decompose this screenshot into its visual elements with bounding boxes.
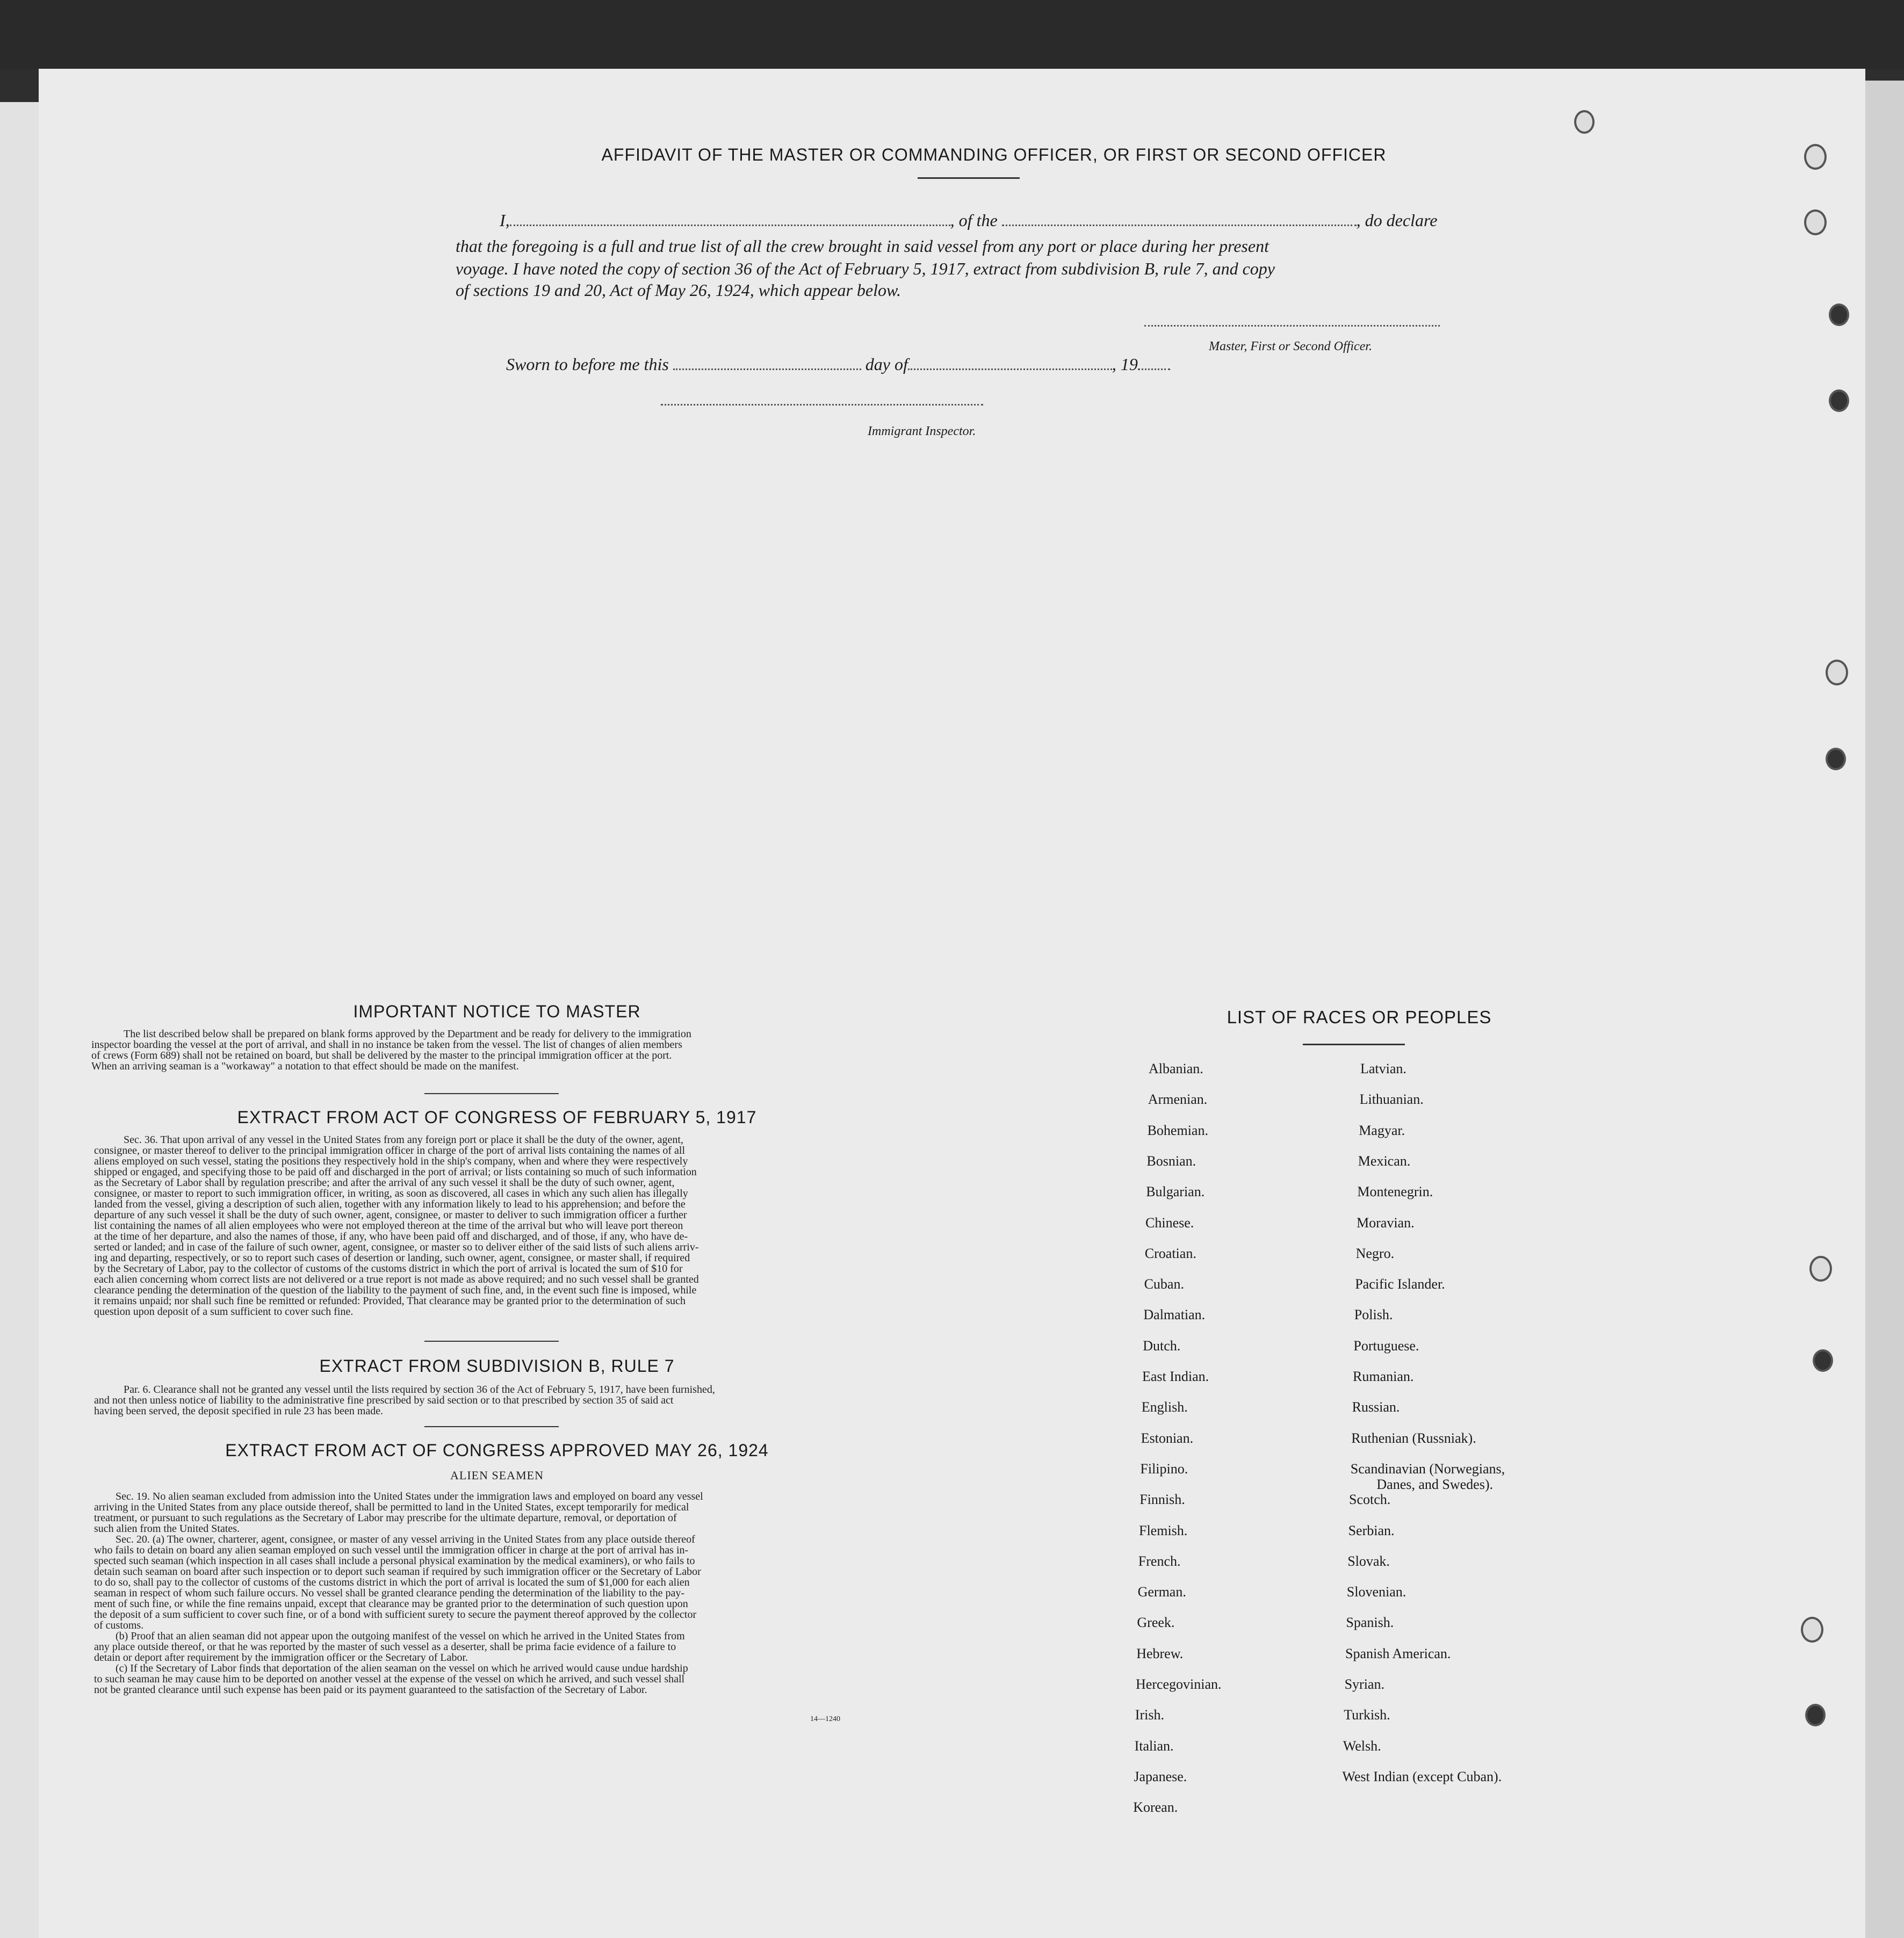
race-item: Scandinavian (Norwegians, bbox=[1350, 1460, 1505, 1477]
extract-line: detain or deport after requirement by the immigration officer or the Secretary of Labor. bbox=[94, 1652, 468, 1664]
extract-line: Sec. 36. That upon arrival of any vessel in the United States from any foreign port or place it shall be the duty of the owner, agent, bbox=[124, 1134, 683, 1146]
master-label: Master, First or Second Officer. bbox=[1209, 339, 1372, 353]
extract-line: who fails to detain on board any alien seaman employed on such vessel until the immigration officer in charge at the port of arrival has in- bbox=[94, 1544, 689, 1556]
sworn-day-field[interactable] bbox=[673, 368, 861, 370]
extract-line: to do so, shall pay to the collector of customs of the customs district in which the port of arrival is located the sum of $1,000 for each alien bbox=[94, 1577, 690, 1588]
race-item: Slovak. bbox=[1347, 1553, 1390, 1569]
scan-background bbox=[0, 0, 1904, 70]
race-item: Dutch. bbox=[1143, 1337, 1181, 1354]
race-item: Bosnian. bbox=[1146, 1153, 1196, 1169]
extract-line: to such seaman he may cause him to be deported on another vessel at the expense of the vessel on which he arrived, and such vessel shall bbox=[94, 1673, 685, 1685]
divider bbox=[424, 1341, 559, 1342]
race-item: West Indian (except Cuban). bbox=[1342, 1768, 1502, 1784]
notice-line: When an arriving seaman is a "workaway" a notation to that effect should be made on the manifest. bbox=[91, 1060, 519, 1072]
race-item: Flemish. bbox=[1139, 1522, 1188, 1538]
race-item: Filipino. bbox=[1140, 1460, 1188, 1477]
race-item: German. bbox=[1137, 1584, 1186, 1600]
extract-line: seaman in respect of whom such failure occurs. No vessel shall be granted clearance pending the determination of the liability to the pay- bbox=[94, 1587, 685, 1599]
race-item: Scotch. bbox=[1349, 1492, 1391, 1508]
extract-1917-body bbox=[94, 1134, 889, 1317]
extract-line: arriving in the United States from any place outside thereof, shall be permitted to land in the United States, except temporarily for medical bbox=[94, 1501, 689, 1513]
extract-1924-body bbox=[94, 1491, 889, 1695]
inspector-signature-field[interactable] bbox=[661, 404, 983, 406]
binder-hole-icon bbox=[1804, 144, 1827, 170]
affidavit-line-1 bbox=[500, 211, 1477, 230]
extract-line: Par. 6. Clearance shall not be granted any vessel until the lists required by section 36 of the Act of February 5, 1917, have been furnished, bbox=[124, 1384, 715, 1395]
binder-hole-icon bbox=[1804, 209, 1827, 235]
race-item: Spanish. bbox=[1346, 1615, 1394, 1631]
extract-line: at the time of her departure, and also the names of those, if any, who have been paid off and discharged, and of those, if any, who have de- bbox=[94, 1231, 688, 1242]
extract-line: ment of such fine, or while the fine remains unpaid, except that clearance may be granted prior to the determination of such question upon bbox=[94, 1598, 688, 1610]
race-item: East Indian. bbox=[1142, 1369, 1209, 1384]
vessel-field[interactable] bbox=[1002, 225, 1357, 226]
extract-line: any place outside thereof, or that he was reported by the master of such vessel as a deserter, shall be prima facie evidence of a failure to bbox=[94, 1641, 676, 1653]
race-item: Albanian. bbox=[1149, 1061, 1203, 1076]
name-field[interactable] bbox=[510, 225, 950, 226]
binder-hole-icon bbox=[1829, 389, 1849, 412]
extract-line: the deposit of a sum sufficient to cover such fine, or of a bond with sufficient surety to secure the payment thereof approved by the collector bbox=[94, 1609, 697, 1621]
year-text: , 19 bbox=[1112, 355, 1138, 374]
race-item: Moravian. bbox=[1357, 1214, 1415, 1231]
affidavit-of-the: , of the bbox=[950, 211, 998, 230]
underlying-page-right bbox=[1865, 81, 1904, 1938]
race-item: Welsh. bbox=[1343, 1738, 1381, 1754]
extract-line: it remains unpaid; nor shall such fine be remitted or refunded: Provided, That clearance may be granted prior to the determination of such bbox=[94, 1295, 686, 1307]
extract-line: consignee, or master to report to such immigration officer, in writing, as soon as discovered, all cases in which any such alien has illegally bbox=[94, 1188, 688, 1199]
inspector-label: Immigrant Inspector. bbox=[868, 424, 976, 438]
extract-line: consignee, or master thereof to deliver to the principal immigration officer in charge of the port of arrival lists containing the names of all bbox=[94, 1145, 686, 1156]
races-title: LIST OF RACES OR PEOPLES bbox=[1227, 1007, 1492, 1027]
affidavit-line-2: that the foregoing is a full and true list of all the crew brought in said vessel from any port or place during her present bbox=[456, 236, 1269, 256]
form-number: 14—1240 bbox=[810, 1715, 840, 1723]
sworn-month-field[interactable] bbox=[908, 368, 1112, 370]
race-item: Syrian. bbox=[1344, 1676, 1384, 1692]
race-item: Dalmatian. bbox=[1143, 1307, 1206, 1323]
race-item: Croatian. bbox=[1144, 1245, 1196, 1261]
extract-rule7-body bbox=[94, 1384, 889, 1416]
extract-line: as the Secretary of Labor shall by regulation prescribe; and after the arrival of any such vessel it shall be the duty of such owner, agent, bbox=[94, 1177, 675, 1189]
extract-line: having been served, the deposit specified in rule 23 has been made. bbox=[94, 1405, 384, 1417]
race-item: Japanese. bbox=[1134, 1768, 1187, 1784]
extract-line: list containing the names of all alien employees who were not employed thereon at the time of the arrival but who will leave port thereon bbox=[94, 1220, 683, 1232]
divider bbox=[1303, 1044, 1405, 1045]
extract-line: not be granted clearance until such expense has been paid or its payment guaranteed to the satisfaction of the Secretary of Labor. bbox=[94, 1684, 647, 1696]
affidavit-line-4: of sections 19 and 20, Act of May 26, 1924, which appear below. bbox=[456, 280, 901, 300]
race-item: Bulgarian. bbox=[1146, 1184, 1205, 1200]
race-item: Chinese. bbox=[1145, 1214, 1194, 1231]
extract-rule7-title: EXTRACT FROM SUBDIVISION B, RULE 7 bbox=[319, 1356, 675, 1376]
race-item: Lithuanian. bbox=[1359, 1091, 1424, 1108]
extract-line: and not then unless notice of liability to the administrative fine prescribed by said section or to that prescribed by section 35 of said act bbox=[94, 1394, 674, 1406]
extract-1924-subtitle: ALIEN SEAMEN bbox=[450, 1469, 544, 1482]
race-item: Pacific Islander. bbox=[1355, 1276, 1445, 1292]
notice-line: The list described below shall be prepared on blank forms approved by the Department and be ready for delivery to the immigration bbox=[124, 1028, 691, 1040]
notice-line: of crews (Form 689) shall not be retained on board, but shall be delivered by the master to the principal immigration officer at the port. bbox=[91, 1050, 672, 1061]
race-item: Cuban. bbox=[1144, 1276, 1184, 1292]
extract-line: such alien from the United States. bbox=[94, 1523, 240, 1535]
race-item: Polish. bbox=[1354, 1307, 1393, 1323]
notice-body bbox=[91, 1029, 889, 1072]
extract-line: detain such seaman on board after such inspection or to deport such seaman if required by such immigration officer or the Secretary of Labor bbox=[94, 1566, 701, 1578]
race-item: Hebrew. bbox=[1136, 1645, 1184, 1661]
race-item: Spanish American. bbox=[1345, 1645, 1451, 1661]
race-item: Russian. bbox=[1352, 1399, 1400, 1415]
divider bbox=[424, 1093, 559, 1094]
race-item: Greek. bbox=[1137, 1615, 1175, 1631]
binder-hole-icon bbox=[1826, 748, 1846, 770]
extract-line: Sec. 19. No alien seaman excluded from admission into the United States under the immigration laws and employed on board any vessel bbox=[116, 1491, 703, 1502]
race-item: Portuguese. bbox=[1353, 1337, 1419, 1354]
race-item: Magyar. bbox=[1359, 1122, 1405, 1138]
race-item: Armenian. bbox=[1148, 1091, 1208, 1108]
extract-1924-title: EXTRACT FROM ACT OF CONGRESS APPROVED MAY 26, 1924 bbox=[225, 1441, 769, 1460]
race-item: Mexican. bbox=[1358, 1153, 1411, 1169]
race-item: Estonian. bbox=[1141, 1430, 1194, 1446]
race-item: Ruthenian (Russniak). bbox=[1351, 1430, 1476, 1446]
race-item: English. bbox=[1141, 1399, 1188, 1415]
race-item: Korean. bbox=[1133, 1799, 1178, 1816]
extract-line: question upon deposit of a sum sufficient to cover such fine. bbox=[94, 1306, 354, 1318]
race-item: Negro. bbox=[1355, 1245, 1395, 1261]
divider bbox=[424, 1426, 559, 1427]
master-signature-field[interactable] bbox=[1144, 325, 1440, 327]
binder-hole-icon bbox=[1813, 1349, 1833, 1372]
underlying-page-left bbox=[0, 102, 39, 1938]
extract-line: departure of any such vessel it shall be the duty of such owner, agent, consignee, or master to deliver to such immigration officer a further bbox=[94, 1209, 687, 1221]
extract-line: landed from the vessel, giving a description of such alien, together with any information likely to lead to his apprehension; and before the bbox=[94, 1198, 686, 1210]
binder-hole-icon bbox=[1805, 1704, 1826, 1726]
binder-hole-icon bbox=[1574, 110, 1595, 134]
extract-line: by the Secretary of Labor, pay to the collector of customs of the customs district in which the port of arrival is located the sum of $10 for bbox=[94, 1263, 683, 1275]
extract-line: each alien concerning whom correct lists are not delivered or a true report is not made as above required; and no such vessel shall be granted bbox=[94, 1274, 699, 1285]
race-item: Irish. bbox=[1135, 1707, 1164, 1723]
notice-line: inspector boarding the vessel at the port of arrival, and shall in no instance be taken from the vessel. The list of changes of alien members bbox=[91, 1039, 682, 1051]
extract-1917-title: EXTRACT FROM ACT OF CONGRESS OF FEBRUARY 5, 1917 bbox=[237, 1108, 757, 1127]
race-item: Rumanian. bbox=[1353, 1369, 1414, 1384]
race-item: Bohemian. bbox=[1147, 1122, 1208, 1138]
race-item: Danes, and Swedes). bbox=[1376, 1476, 1493, 1492]
extract-line: (c) If the Secretary of Labor finds that deportation of the alien seaman on the vessel on which he arrived would cause undue hardship bbox=[116, 1662, 688, 1674]
race-item: French. bbox=[1138, 1553, 1181, 1569]
extract-line: ing and departing, respectively, or so to report such cases of desertion or landing, such owner, agent, consignee, or master shall, if required bbox=[94, 1252, 690, 1264]
sworn-text: Sworn to before me this bbox=[506, 355, 669, 374]
binder-hole-icon bbox=[1809, 1256, 1832, 1282]
sworn-year-field[interactable] bbox=[1138, 368, 1170, 370]
extract-line: aliens employed on such vessel, stating the positions they respectively hold in the ship's company, when and where they were respectively bbox=[94, 1155, 688, 1167]
race-item: Serbian. bbox=[1348, 1522, 1395, 1538]
affidavit-i: I, bbox=[500, 211, 510, 230]
extract-line: clearance pending the determination of the question of the liability to the payment of such fine, and, in the event such fine is imposed, while bbox=[94, 1284, 697, 1296]
race-item: Hercegovinian. bbox=[1136, 1676, 1222, 1692]
affidavit-declare: , do declare bbox=[1356, 211, 1438, 230]
day-of-text: day of bbox=[865, 355, 908, 374]
race-item: Turkish. bbox=[1344, 1707, 1390, 1723]
extract-line: Sec. 20. (a) The owner, charterer, agent, consignee, or master of any vessel arriving in the United States from any place outside thereof bbox=[116, 1534, 695, 1545]
extract-line: treatment, or pursuant to such regulations as the Secretary of Labor may prescribe for the ultimate departure, removal, or deportation of bbox=[94, 1512, 677, 1524]
extract-line: shipped or engaged, and specifying those to be paid off and discharged in the port of arrival; or lists containing so much of such information bbox=[94, 1166, 697, 1178]
binder-hole-icon bbox=[1829, 303, 1849, 326]
binder-hole-icon bbox=[1801, 1617, 1823, 1643]
extract-line: serted or landed; and in case of the failure of such owner, agent, consignee, or master so to deliver either of the said lists of such aliens arriv- bbox=[94, 1241, 699, 1253]
divider bbox=[918, 177, 1020, 179]
race-item: Italian. bbox=[1134, 1738, 1174, 1754]
race-item: Montenegrin. bbox=[1357, 1184, 1433, 1200]
race-item: Slovenian. bbox=[1346, 1584, 1407, 1600]
race-item: Latvian. bbox=[1360, 1061, 1407, 1076]
binder-hole-icon bbox=[1826, 660, 1848, 685]
sworn-line bbox=[506, 355, 1170, 374]
extract-line: of customs. bbox=[94, 1619, 144, 1631]
race-item: Finnish. bbox=[1139, 1492, 1185, 1508]
notice-title: IMPORTANT NOTICE TO MASTER bbox=[353, 1002, 641, 1021]
extract-line: (b) Proof that an alien seaman did not appear upon the outgoing manifest of the vessel on which he arrived in the United States from bbox=[116, 1630, 685, 1642]
extract-line: spected such seaman (which inspection in all cases shall include a personal physical examination by the medical examiners), or who fails to bbox=[94, 1555, 695, 1567]
affidavit-line-3: voyage. I have noted the copy of section 36 of the Act of February 5, 1917, extract from subdivision B, rule 7, and copy bbox=[456, 259, 1275, 278]
affidavit-title: AFFIDAVIT OF THE MASTER OR COMMANDING OFFICER, OR FIRST OR SECOND OFFICER bbox=[601, 145, 1387, 164]
